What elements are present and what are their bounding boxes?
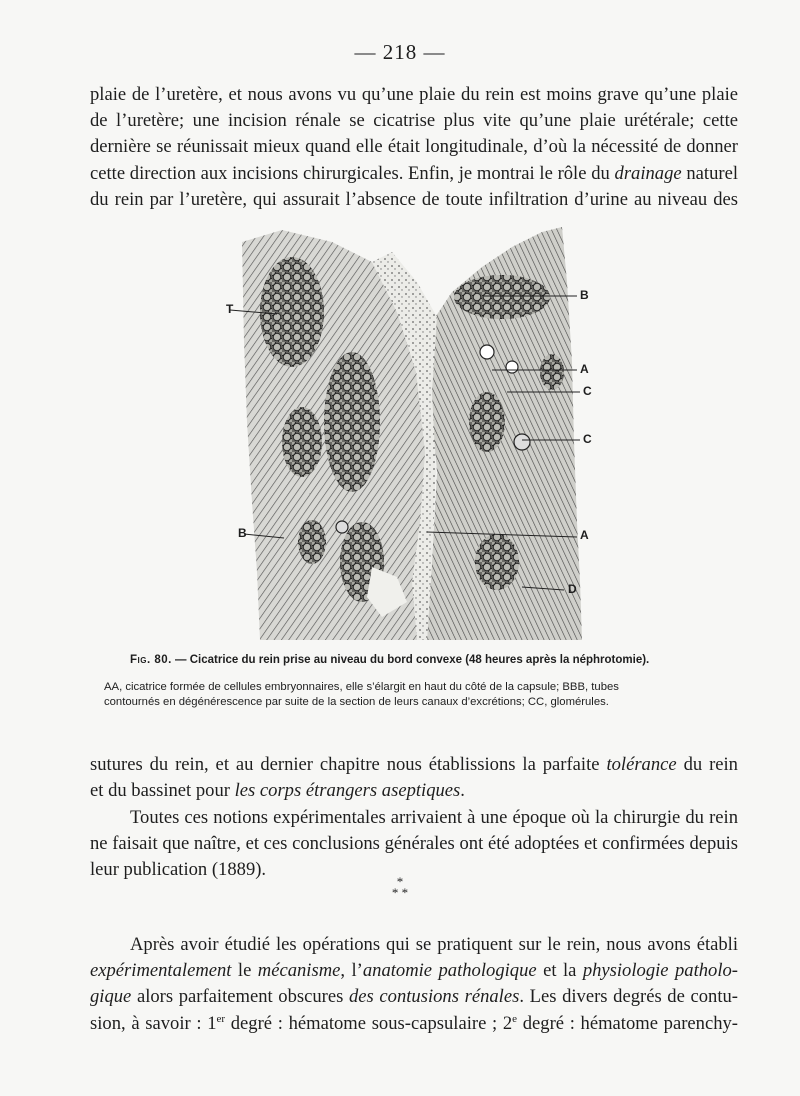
paragraph-3 bbox=[90, 805, 738, 884]
text-line: Toutes ces notions expérimentales arrivaient à une époque où la chirurgie du rein bbox=[130, 807, 738, 828]
figure-caption-body bbox=[104, 680, 704, 710]
figure-number: Fig. 80. bbox=[130, 654, 172, 666]
text-line: Après avoir étudié les opérations qui se pratiquent sur le rein, nous avons établi bbox=[130, 934, 738, 955]
text-segment: degré : hématome parenchy- bbox=[517, 1012, 738, 1034]
histology-figure bbox=[222, 222, 604, 642]
paragraph-2 bbox=[90, 752, 738, 804]
emphasis: mécanisme bbox=[257, 960, 341, 982]
text-line bbox=[90, 1011, 738, 1037]
emphasis: anatomie pathologique bbox=[362, 960, 537, 982]
text-segment: le bbox=[231, 960, 258, 982]
figure-label: T bbox=[226, 302, 234, 316]
caption-line: contournés en dégénérescence par suite de la section de leurs canaux d’excrétions; CC, glomérules. bbox=[104, 696, 609, 708]
figure-label: B bbox=[580, 288, 589, 302]
emphasis-tolerance: tolérance bbox=[606, 754, 677, 775]
asterism bbox=[0, 876, 800, 898]
text-segment: cette direction aux incisions chirurgicales. Enfin, je montrai le rôle du bbox=[90, 162, 615, 184]
text-segment: et la bbox=[536, 960, 583, 982]
figure-label: A bbox=[580, 362, 589, 376]
emphasis: des contusions rénales bbox=[349, 986, 520, 1008]
figure-caption-title bbox=[130, 654, 710, 666]
superscript: er bbox=[216, 1012, 226, 1025]
superscript: e bbox=[512, 1012, 518, 1025]
text-segment: alors parfaitement obscures bbox=[131, 986, 349, 1008]
paragraph-4 bbox=[90, 932, 738, 1037]
text-line: leur publication (1889). bbox=[90, 859, 267, 881]
asterism-top: * bbox=[396, 874, 404, 889]
text-line bbox=[90, 958, 738, 984]
text-segment: . bbox=[460, 780, 465, 802]
emphasis: physiologie patholo- bbox=[582, 960, 738, 982]
text-line: ne faisait que naître, et ces conclusions générales ont été adoptées et confirmées depuis bbox=[90, 833, 738, 855]
text-segment: du rein bbox=[676, 754, 738, 775]
figure-label: A bbox=[580, 528, 589, 542]
emphasis-drainage: drainage bbox=[614, 162, 682, 184]
paragraph-1 bbox=[90, 82, 738, 213]
text-line bbox=[90, 984, 738, 1010]
figure-label: C bbox=[583, 432, 592, 446]
text-segment: , l’ bbox=[340, 960, 363, 982]
text-line: du rein par l’uretère, qui assurait l’absence de toute infiltration d’urine au niveau des bbox=[90, 188, 738, 210]
emphasis: expérimentalement bbox=[90, 960, 232, 982]
emphasis: gique bbox=[90, 986, 132, 1008]
text-line bbox=[90, 752, 738, 778]
text-segment: degré : hématome sous-capsulaire ; 2 bbox=[225, 1012, 513, 1034]
text-segment: . Les divers degrés de contu- bbox=[519, 986, 738, 1008]
text-segment: sutures du rein, et au dernier chapitre nous établissions la parfaite bbox=[90, 754, 607, 775]
page-number: — 218 — bbox=[354, 40, 446, 64]
emphasis-foreign-bodies: les corps étrangers aseptiques bbox=[234, 780, 461, 802]
caption-title-text: — Cicatrice du rein prise au niveau du bord convexe (48 heures après la néphrotomie). bbox=[171, 654, 650, 666]
text-line bbox=[90, 778, 738, 804]
figure-label: D bbox=[568, 582, 577, 596]
text-segment: sion, à savoir : 1 bbox=[90, 1012, 217, 1034]
figure-label: C bbox=[583, 384, 592, 398]
kidney-scar-illustration bbox=[222, 222, 604, 642]
caption-line: AA, cicatrice formée de cellules embryonnaires, elle s’élargit en haut du côté de la capsule; BBB, tubes bbox=[104, 681, 619, 693]
text-line bbox=[90, 161, 738, 187]
figure-label: B bbox=[238, 526, 247, 540]
text-line: plaie de l’uretère, et nous avons vu qu’une plaie du rein est moins grave qu’une plaie bbox=[90, 84, 738, 105]
text-line: de l’uretère; une incision rénale se cicatrise plus vite qu’une plaie urétérale; cette bbox=[90, 110, 738, 132]
text-segment: et du bassinet pour bbox=[90, 780, 235, 802]
asterism-bottom: * * bbox=[391, 885, 409, 900]
text-line: dernière se réunissait mieux quand elle était longitudinale, d’où la nécessité de donner bbox=[90, 136, 738, 158]
text-segment: naturel bbox=[681, 162, 738, 184]
